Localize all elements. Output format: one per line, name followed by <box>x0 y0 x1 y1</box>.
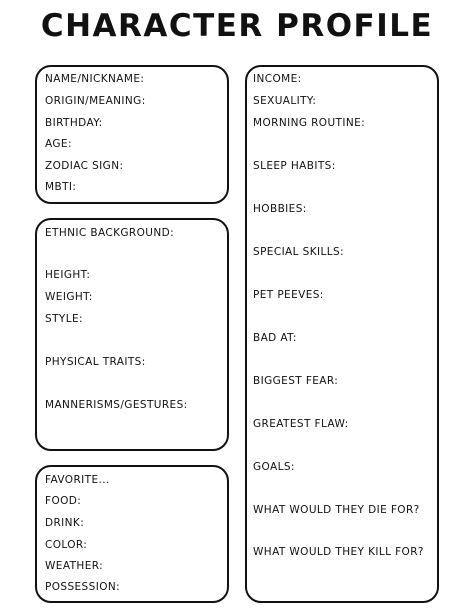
field-possession: POSSESSION: <box>45 581 121 593</box>
field-sleep-habits: SLEEP HABITS: <box>253 160 336 172</box>
field-income: INCOME: <box>253 73 302 85</box>
field-hobbies: HOBBIES: <box>253 203 307 215</box>
field-weather: WEATHER: <box>45 560 104 572</box>
field-pet-peeves: PET PEEVES: <box>253 289 324 301</box>
field-height: HEIGHT: <box>45 269 91 281</box>
field-food: FOOD: <box>45 495 82 507</box>
field-biggest-fear: BIGGEST FEAR: <box>253 375 339 387</box>
field-bad-at: BAD AT: <box>253 332 297 344</box>
field-origin-meaning: ORIGIN/MEANING: <box>45 95 146 107</box>
field-zodiac-sign: ZODIAC SIGN: <box>45 160 124 172</box>
field-goals: GOALS: <box>253 461 295 473</box>
field-morning-routine: MORNING ROUTINE: <box>253 117 366 129</box>
field-greatest-flaw: GREATEST FLAW: <box>253 418 349 430</box>
field-favorite: FAVORITE... <box>45 474 110 486</box>
field-color: COLOR: <box>45 539 88 551</box>
field-sexuality: SEXUALITY: <box>253 95 317 107</box>
page-title: CHARACTER PROFILE <box>40 8 434 44</box>
field-die-for: WHAT WOULD THEY DIE FOR? <box>253 504 420 516</box>
field-mbti: MBTI: <box>45 181 77 193</box>
field-physical-traits: PHYSICAL TRAITS: <box>45 356 146 368</box>
field-kill-for: WHAT WOULD THEY KILL FOR? <box>253 546 424 558</box>
field-special-skills: SPECIAL SKILLS: <box>253 246 344 258</box>
field-age: AGE: <box>45 138 72 150</box>
field-mannerisms-gestures: MANNERISMS/GESTURES: <box>45 399 188 411</box>
field-drink: DRINK: <box>45 517 85 529</box>
field-ethnic-background: ETHNIC BACKGROUND: <box>45 227 175 239</box>
field-name-nickname: NAME/NICKNAME: <box>45 73 145 85</box>
field-style: STYLE: <box>45 313 83 325</box>
field-weight: WEIGHT: <box>45 291 93 303</box>
field-birthday: BIRTHDAY: <box>45 117 103 129</box>
appearance-box <box>35 218 229 451</box>
